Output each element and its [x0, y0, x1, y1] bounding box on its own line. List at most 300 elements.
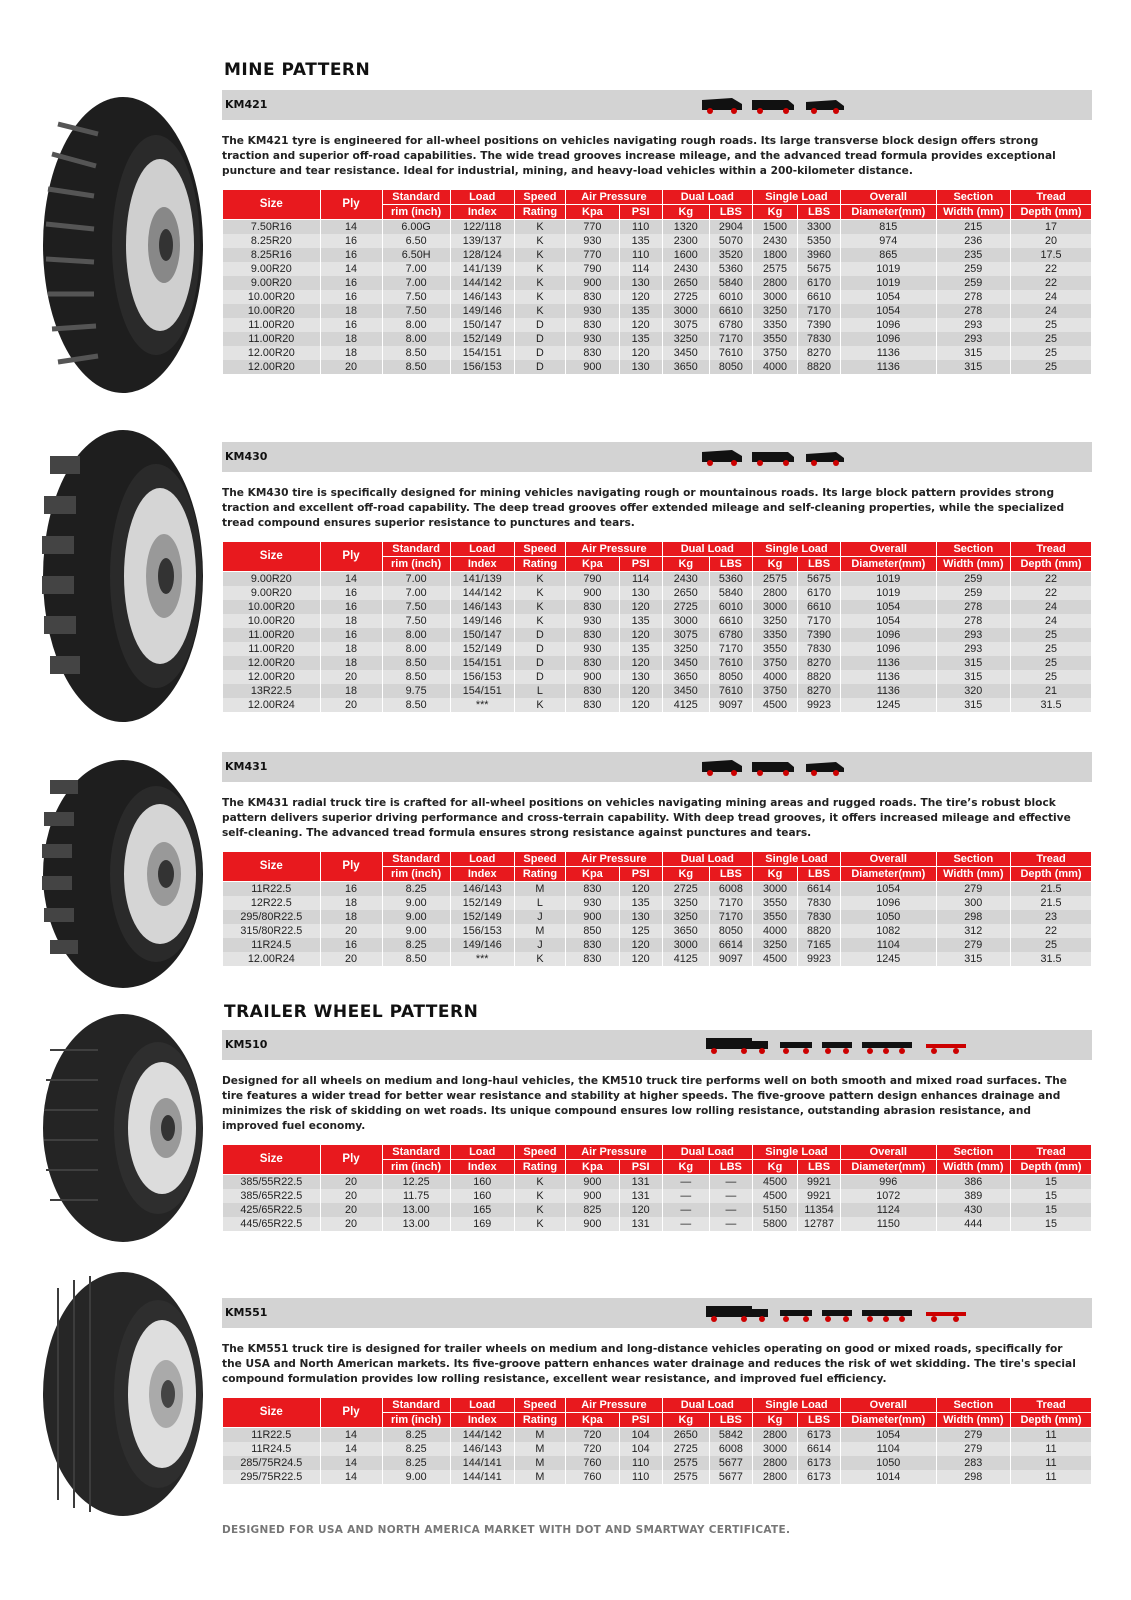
- table-cell: M: [514, 882, 565, 897]
- col-diameter: Diameter(mm): [841, 1413, 937, 1428]
- table-cell: 8.25: [382, 938, 450, 952]
- table-cell: 7170: [798, 614, 841, 628]
- table-cell: 3000: [662, 614, 709, 628]
- table-cell: 110: [619, 1470, 662, 1484]
- table-row: [223, 684, 1092, 698]
- table-cell: 8.00: [382, 642, 450, 656]
- table-cell: 996: [841, 1175, 937, 1190]
- table-cell: 1136: [841, 656, 937, 670]
- table-cell: 1800: [752, 248, 797, 262]
- table-cell: 1104: [841, 938, 937, 952]
- table-cell: 13.00: [382, 1203, 450, 1217]
- table-cell: 25: [1011, 656, 1092, 670]
- table-cell: 278: [936, 614, 1011, 628]
- table-cell: 235: [936, 248, 1011, 262]
- table-cell: 6610: [798, 290, 841, 304]
- table-cell: 974: [841, 234, 937, 248]
- table-cell: 8.50: [382, 360, 450, 374]
- table-cell: 25: [1011, 318, 1092, 332]
- model-name: KM510: [225, 1038, 268, 1051]
- table-cell: 900: [566, 1175, 620, 1190]
- table-cell: 7.00: [382, 572, 450, 587]
- table-cell: 146/143: [450, 1442, 514, 1456]
- table-cell: 4000: [752, 360, 797, 374]
- table-cell: 3350: [752, 318, 797, 332]
- table-cell: 7610: [709, 684, 752, 698]
- table-cell: 830: [566, 656, 620, 670]
- table-cell: 1136: [841, 360, 937, 374]
- table-cell: 5360: [709, 572, 752, 587]
- table-cell: 2800: [752, 1470, 797, 1484]
- table-cell: 130: [619, 360, 662, 374]
- table-cell: M: [514, 1442, 565, 1456]
- table-cell: 149/146: [450, 304, 514, 318]
- model-block-km551: [222, 1298, 1092, 1484]
- table-cell: 8270: [798, 346, 841, 360]
- model-description: The KM431 radial truck tire is crafted for all-wheel positions on vehicles navigating mining areas and rugged roads. The tire’s robust block pattern delivers superior driving performance and cross-terrain capability. With deep tread grooves, it offers increased mileage and effective self-cleaning. The advanced tread formula ensures strong resistance against punctures and tears.: [222, 797, 1071, 839]
- table-cell: 1054: [841, 290, 937, 304]
- table-cell: K: [514, 586, 565, 600]
- table-cell: 900: [566, 670, 620, 684]
- model-header: [222, 1298, 1092, 1328]
- table-cell: 16: [320, 318, 382, 332]
- col-index: Index: [450, 1160, 514, 1175]
- table-cell: D: [514, 628, 565, 642]
- col-diameter: Diameter(mm): [841, 1160, 937, 1175]
- table-cell: 139/137: [450, 234, 514, 248]
- model-header: [222, 752, 1092, 782]
- table-cell: 6.50H: [382, 248, 450, 262]
- table-cell: 23: [1011, 910, 1092, 924]
- table-cell: 3550: [752, 332, 797, 346]
- table-cell: 5677: [709, 1470, 752, 1484]
- table-cell: 4000: [752, 670, 797, 684]
- table-cell: ***: [450, 698, 514, 712]
- col-section: Section: [936, 542, 1011, 557]
- table-cell: 5842: [709, 1428, 752, 1443]
- col-depth: Depth (mm): [1011, 867, 1092, 882]
- table-cell: 6614: [798, 882, 841, 897]
- table-row: [223, 332, 1092, 346]
- col-air-pressure: Air Pressure: [566, 542, 663, 557]
- col-rating: Rating: [514, 1413, 565, 1428]
- table-cell: K: [514, 220, 565, 235]
- table-cell: 6173: [798, 1456, 841, 1470]
- table-cell: 295/80R22.5: [223, 910, 321, 924]
- col-depth: Depth (mm): [1011, 1413, 1092, 1428]
- table-cell: 18: [320, 896, 382, 910]
- table-cell: 815: [841, 220, 937, 235]
- table-cell: 135: [619, 304, 662, 318]
- col-tread: Tread: [1011, 542, 1092, 557]
- col-dual-lbs: LBS: [709, 557, 752, 572]
- table-cell: 5840: [709, 586, 752, 600]
- table-cell: —: [662, 1217, 709, 1231]
- col-load: Load: [450, 1398, 514, 1413]
- col-single-kg: Kg: [752, 205, 797, 220]
- table-row: [223, 910, 1092, 924]
- table-cell: 900: [566, 1189, 620, 1203]
- table-row: [223, 1175, 1092, 1190]
- table-cell: 20: [320, 360, 382, 374]
- table-cell: 120: [619, 938, 662, 952]
- table-row: [223, 642, 1092, 656]
- col-dual-load: Dual Load: [662, 190, 752, 205]
- table-cell: 7.50: [382, 304, 450, 318]
- table-cell: 8.25: [382, 882, 450, 897]
- table-cell: 31.5: [1011, 698, 1092, 712]
- table-cell: 17.5: [1011, 248, 1092, 262]
- col-size: Size: [223, 852, 321, 882]
- table-cell: 3000: [662, 938, 709, 952]
- table-cell: 5677: [709, 1456, 752, 1470]
- table-cell: 14: [320, 1442, 382, 1456]
- table-cell: 15: [1011, 1175, 1092, 1190]
- table-cell: 2800: [752, 276, 797, 290]
- table-cell: 3450: [662, 656, 709, 670]
- col-width: Width (mm): [936, 867, 1011, 882]
- table-cell: 8820: [798, 924, 841, 938]
- table-cell: 18: [320, 684, 382, 698]
- table-cell: 21.5: [1011, 896, 1092, 910]
- table-cell: —: [709, 1175, 752, 1190]
- col-load: Load: [450, 190, 514, 205]
- table-cell: 315: [936, 698, 1011, 712]
- col-speed: Speed: [514, 1398, 565, 1413]
- table-cell: 8.00: [382, 332, 450, 346]
- table-cell: 298: [936, 1470, 1011, 1484]
- table-cell: 2650: [662, 586, 709, 600]
- table-cell: 146/143: [450, 290, 514, 304]
- table-cell: 20: [320, 1175, 382, 1190]
- table-cell: 8.00: [382, 628, 450, 642]
- table-cell: 430: [936, 1203, 1011, 1217]
- table-cell: 320: [936, 684, 1011, 698]
- col-rating: Rating: [514, 205, 565, 220]
- col-single-kg: Kg: [752, 1160, 797, 1175]
- table-cell: 25: [1011, 360, 1092, 374]
- table-cell: 1054: [841, 1428, 937, 1443]
- table-cell: 13.00: [382, 1217, 450, 1231]
- table-cell: 1096: [841, 318, 937, 332]
- table-cell: 760: [566, 1456, 620, 1470]
- col-overall: Overall: [841, 1398, 937, 1413]
- col-ply: Ply: [320, 1145, 382, 1175]
- model-name: KM430: [225, 450, 268, 463]
- table-cell: 7.50R16: [223, 220, 321, 235]
- spec-table: [222, 851, 1092, 966]
- table-cell: 1136: [841, 346, 937, 360]
- table-cell: 120: [619, 684, 662, 698]
- table-cell: 930: [566, 896, 620, 910]
- table-cell: 10.00R20: [223, 304, 321, 318]
- table-cell: 830: [566, 318, 620, 332]
- table-cell: 930: [566, 642, 620, 656]
- table-cell: 16: [320, 248, 382, 262]
- table-cell: 3250: [662, 642, 709, 656]
- table-cell: 215: [936, 220, 1011, 235]
- col-air-pressure: Air Pressure: [566, 1145, 663, 1160]
- table-cell: 6170: [798, 276, 841, 290]
- table-cell: 5360: [709, 262, 752, 276]
- table-cell: 3000: [752, 882, 797, 897]
- table-cell: 7165: [798, 938, 841, 952]
- table-cell: 6780: [709, 628, 752, 642]
- col-load: Load: [450, 852, 514, 867]
- table-cell: 1320: [662, 220, 709, 235]
- table-cell: 3250: [752, 304, 797, 318]
- table-cell: 930: [566, 234, 620, 248]
- col-dual-kg: Kg: [662, 1160, 709, 1175]
- table-cell: 25: [1011, 642, 1092, 656]
- col-dual-load: Dual Load: [662, 852, 752, 867]
- table-cell: 152/149: [450, 896, 514, 910]
- table-cell: 144/142: [450, 1428, 514, 1443]
- table-cell: 930: [566, 614, 620, 628]
- col-speed: Speed: [514, 542, 565, 557]
- table-cell: 11: [1011, 1428, 1092, 1443]
- col-single-lbs: LBS: [798, 205, 841, 220]
- model-block-km431: [222, 752, 1092, 966]
- table-cell: 8820: [798, 670, 841, 684]
- table-cell: 135: [619, 234, 662, 248]
- col-air-pressure: Air Pressure: [566, 852, 663, 867]
- table-cell: 13R22.5: [223, 684, 321, 698]
- table-cell: 900: [566, 1217, 620, 1231]
- table-cell: K: [514, 248, 565, 262]
- table-cell: 2904: [709, 220, 752, 235]
- table-cell: 770: [566, 220, 620, 235]
- col-load: Load: [450, 542, 514, 557]
- table-cell: 315: [936, 360, 1011, 374]
- table-cell: 152/149: [450, 910, 514, 924]
- model-block-km430: [222, 442, 1092, 712]
- col-overall: Overall: [841, 190, 937, 205]
- col-section: Section: [936, 1145, 1011, 1160]
- table-cell: 11.00R20: [223, 642, 321, 656]
- table-cell: 2300: [662, 234, 709, 248]
- col-rating: Rating: [514, 557, 565, 572]
- col-dual-lbs: LBS: [709, 205, 752, 220]
- table-cell: 9097: [709, 952, 752, 966]
- table-cell: 12.00R24: [223, 698, 321, 712]
- table-cell: 8.00: [382, 318, 450, 332]
- col-air-pressure: Air Pressure: [566, 1398, 663, 1413]
- table-cell: 22: [1011, 924, 1092, 938]
- table-cell: 278: [936, 304, 1011, 318]
- col-rim: rim (inch): [382, 205, 450, 220]
- table-cell: 24: [1011, 304, 1092, 318]
- col-standard: Standard: [382, 852, 450, 867]
- model-header: [222, 442, 1092, 472]
- table-cell: 15: [1011, 1189, 1092, 1203]
- table-cell: 6008: [709, 1442, 752, 1456]
- table-cell: 830: [566, 882, 620, 897]
- model-block-km510: [222, 1030, 1092, 1231]
- table-cell: 9.00: [382, 1470, 450, 1484]
- table-cell: 770: [566, 248, 620, 262]
- table-cell: M: [514, 1428, 565, 1443]
- col-dual-kg: Kg: [662, 867, 709, 882]
- model-block-km421: [222, 90, 1092, 374]
- table-cell: 1096: [841, 896, 937, 910]
- table-cell: 14: [320, 1470, 382, 1484]
- table-cell: 24: [1011, 600, 1092, 614]
- table-row: [223, 346, 1092, 360]
- table-cell: 7830: [798, 896, 841, 910]
- table-cell: 8270: [798, 684, 841, 698]
- table-cell: 14: [320, 220, 382, 235]
- col-dual-lbs: LBS: [709, 1413, 752, 1428]
- table-cell: 293: [936, 318, 1011, 332]
- table-cell: 4000: [752, 924, 797, 938]
- table-cell: 300: [936, 896, 1011, 910]
- col-single-lbs: LBS: [798, 557, 841, 572]
- table-cell: 3450: [662, 684, 709, 698]
- col-section: Section: [936, 1398, 1011, 1413]
- col-section: Section: [936, 190, 1011, 205]
- table-cell: 6610: [798, 600, 841, 614]
- table-cell: 865: [841, 248, 937, 262]
- table-cell: 120: [619, 346, 662, 360]
- table-cell: 11R22.5: [223, 882, 321, 897]
- table-cell: 9.00: [382, 910, 450, 924]
- table-cell: K: [514, 234, 565, 248]
- table-cell: 830: [566, 938, 620, 952]
- table-cell: 9.75: [382, 684, 450, 698]
- col-ply: Ply: [320, 542, 382, 572]
- table-row: [223, 698, 1092, 712]
- col-dual-kg: Kg: [662, 557, 709, 572]
- table-cell: 900: [566, 360, 620, 374]
- table-cell: K: [514, 290, 565, 304]
- table-cell: 25: [1011, 938, 1092, 952]
- table-cell: 830: [566, 684, 620, 698]
- table-cell: 131: [619, 1189, 662, 1203]
- table-cell: 130: [619, 910, 662, 924]
- col-dual-load: Dual Load: [662, 1145, 752, 1160]
- table-cell: 7.00: [382, 262, 450, 276]
- table-cell: 6173: [798, 1470, 841, 1484]
- table-cell: 1500: [752, 220, 797, 235]
- table-cell: 2725: [662, 290, 709, 304]
- table-cell: 135: [619, 896, 662, 910]
- table-cell: 9.00R20: [223, 276, 321, 290]
- table-cell: 315: [936, 656, 1011, 670]
- col-psi: PSI: [619, 1160, 662, 1175]
- table-cell: 279: [936, 1442, 1011, 1456]
- table-cell: 2430: [662, 572, 709, 587]
- table-cell: 154/151: [450, 656, 514, 670]
- table-cell: M: [514, 924, 565, 938]
- table-cell: 22: [1011, 586, 1092, 600]
- table-cell: 7830: [798, 642, 841, 656]
- table-cell: 110: [619, 1456, 662, 1470]
- table-row: [223, 924, 1092, 938]
- table-cell: 131: [619, 1217, 662, 1231]
- table-cell: 4500: [752, 1175, 797, 1190]
- vehicle-type-icons: [702, 96, 852, 114]
- table-cell: 6614: [709, 938, 752, 952]
- table-cell: 830: [566, 346, 620, 360]
- table-cell: 12.00R20: [223, 360, 321, 374]
- table-cell: 3550: [752, 642, 797, 656]
- table-cell: 7390: [798, 318, 841, 332]
- col-tread: Tread: [1011, 852, 1092, 867]
- col-depth: Depth (mm): [1011, 1160, 1092, 1175]
- table-cell: 790: [566, 572, 620, 587]
- table-cell: 279: [936, 882, 1011, 897]
- table-cell: 930: [566, 332, 620, 346]
- table-cell: 141/139: [450, 572, 514, 587]
- table-cell: 444: [936, 1217, 1011, 1231]
- table-cell: 3250: [662, 910, 709, 924]
- table-cell: 18: [320, 910, 382, 924]
- table-row: [223, 262, 1092, 276]
- table-cell: 8050: [709, 924, 752, 938]
- table-cell: 259: [936, 572, 1011, 587]
- table-cell: 1245: [841, 952, 937, 966]
- col-index: Index: [450, 205, 514, 220]
- table-cell: 160: [450, 1175, 514, 1190]
- table-cell: 1019: [841, 586, 937, 600]
- section-title-mine: MINE PATTERN: [224, 60, 371, 80]
- col-dual-load: Dual Load: [662, 542, 752, 557]
- col-single-load: Single Load: [752, 852, 840, 867]
- table-row: [223, 600, 1092, 614]
- table-cell: K: [514, 262, 565, 276]
- col-width: Width (mm): [936, 557, 1011, 572]
- table-row: [223, 1203, 1092, 1217]
- table-cell: 5070: [709, 234, 752, 248]
- model-description: The KM551 truck tire is designed for trailer wheels on medium and long-distance vehicles operating on good or mixed roads, specifically for the USA and North American markets. Its five-groove pattern enhances water drainage and reduces the risk of wet skidding. The tire's special compound formulation provides low rolling resistance, excellent wear resistance, and improved fuel efficiency.: [222, 1343, 1076, 1385]
- model-description: The KM430 tire is specifically designed for mining vehicles navigating rough or mountainous roads. Its large block pattern provides strong traction and excellent off-road capability. The deep tread grooves offer extended mileage and self-cleaning properties, while the specialized tread compound ensures superior resistance to punctures and tears.: [222, 487, 1065, 529]
- table-cell: 900: [566, 586, 620, 600]
- spec-table: [222, 1144, 1092, 1231]
- table-cell: 2430: [662, 262, 709, 276]
- table-cell: 130: [619, 586, 662, 600]
- table-cell: 8.25: [382, 1428, 450, 1443]
- km551-tire-image: [38, 1268, 208, 1520]
- table-cell: 830: [566, 698, 620, 712]
- col-kpa: Kpa: [566, 867, 620, 882]
- model-description: The KM421 tyre is engineered for all-wheel positions on vehicles navigating rough roads. Its large transverse block design offers strong traction and superior off-road capabilities. The wide tread grooves increase mileage, and the advanced tread formula provides exceptional puncture and tear resistance. Ideal for industrial, mining, and heavy-load vehicles within a 200-kilometer distance.: [222, 135, 1056, 177]
- col-rim: rim (inch): [382, 557, 450, 572]
- table-cell: 18: [320, 614, 382, 628]
- col-kpa: Kpa: [566, 557, 620, 572]
- table-cell: 293: [936, 332, 1011, 346]
- table-cell: —: [709, 1217, 752, 1231]
- col-dual-kg: Kg: [662, 1413, 709, 1428]
- table-cell: 2725: [662, 600, 709, 614]
- table-cell: 7830: [798, 332, 841, 346]
- table-cell: 8.50: [382, 346, 450, 360]
- table-cell: 11.75: [382, 1189, 450, 1203]
- table-cell: 2575: [752, 262, 797, 276]
- table-cell: 9923: [798, 952, 841, 966]
- table-row: [223, 290, 1092, 304]
- table-cell: K: [514, 572, 565, 587]
- table-cell: 5840: [709, 276, 752, 290]
- col-rim: rim (inch): [382, 1413, 450, 1428]
- table-cell: 3750: [752, 346, 797, 360]
- col-rating: Rating: [514, 867, 565, 882]
- table-cell: 16: [320, 600, 382, 614]
- table-cell: 3300: [798, 220, 841, 235]
- col-single-load: Single Load: [752, 1145, 840, 1160]
- table-cell: J: [514, 910, 565, 924]
- table-cell: 830: [566, 628, 620, 642]
